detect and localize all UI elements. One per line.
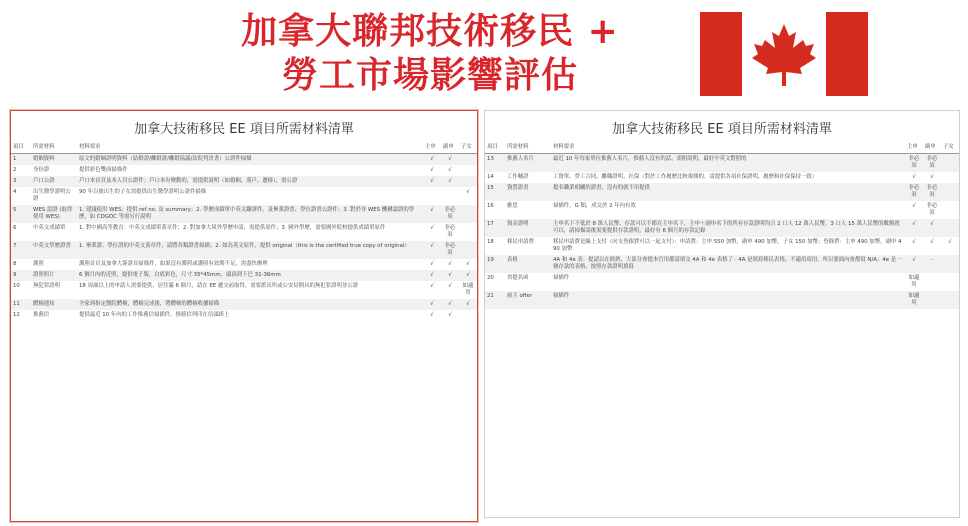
table-row	[11, 259, 477, 270]
main-applicant-mark: √	[905, 219, 923, 237]
table-row	[11, 310, 477, 321]
main-applicant-mark: √	[423, 176, 441, 187]
child-mark	[459, 241, 477, 259]
table-row	[485, 255, 959, 273]
material-requirement: 18 周歲以上的申請人需要提供，居住滿 6 個月，請在 EE 遞交前取得，需要派出所或公安局開具的無犯罪證明並公證	[79, 283, 359, 289]
col-header-main: 主申	[423, 142, 441, 154]
child-mark	[459, 205, 477, 223]
main-applicant-mark: 如適用	[905, 291, 923, 309]
material-requirement: 掃描件，G 類，成交於 2 年內有效	[553, 203, 636, 209]
spouse-mark: √	[923, 219, 941, 237]
spouse-mark: √	[448, 167, 452, 173]
child-mark: √	[459, 299, 477, 310]
material-requirement: 提供最近 10 年內的工作推薦信掃描件，推薦信列印在信頭紙上	[79, 312, 230, 318]
material-name: 體檢通知	[31, 299, 77, 310]
material-name: WES 認證 (取得使用 WES)	[31, 205, 77, 223]
child-mark	[459, 223, 477, 241]
row-number: 4	[13, 189, 17, 195]
material-requirement: 6 個月內的近照，提供電子版，白底彩色，尺寸 35*45mm，頭頂到下巴 31-36mm	[77, 270, 423, 281]
row-number: 1	[11, 154, 31, 166]
child-mark	[941, 291, 959, 309]
main-applicant-mark: √	[430, 261, 434, 267]
table-row	[11, 281, 477, 299]
material-name: 雇主 offer	[505, 291, 551, 309]
main-applicant-mark: √	[905, 255, 923, 273]
col-header-name: 所需材料	[31, 142, 77, 154]
row-number: 8	[13, 261, 17, 267]
child-mark	[941, 273, 959, 291]
spouse-mark: -	[923, 255, 941, 273]
main-applicant-mark: √	[430, 167, 434, 173]
material-name: 移民申請費	[507, 239, 534, 245]
spouse-mark: 非必須	[444, 225, 456, 238]
main-applicant-mark: √	[912, 174, 916, 180]
materials-table-left	[11, 142, 477, 321]
child-mark	[459, 310, 477, 321]
table-row	[485, 291, 959, 309]
row-number: 12	[13, 312, 20, 318]
spouse-mark: √	[448, 261, 452, 267]
child-mark	[941, 201, 959, 219]
table-row	[11, 154, 477, 166]
material-requirement: 護照首頁及加拿大簽證頁掃描件，如果沒有護照或護照有效期不足，需盡快辦理	[79, 261, 268, 267]
child-mark	[941, 219, 959, 237]
spouse-mark: √	[441, 270, 459, 281]
table-row	[11, 205, 477, 223]
spouse-mark: √	[441, 299, 459, 310]
material-requirement: 原文的婚姻證明資料（結婚證/離婚證/離婚協議/法院判決書）公證件掃描	[77, 154, 423, 166]
row-number: 14	[487, 174, 494, 180]
material-name: 推薦人名片	[505, 154, 551, 173]
material-name: 婚姻資料	[31, 154, 77, 166]
table-row	[11, 187, 477, 205]
material-requirement: 1. 畢業證、學位證的中英文蓋章件，請將各類證書掃描；2. 如為英文原件，提供 original（this is the certified true copy of original）	[77, 241, 423, 259]
main-applicant-mark: √	[912, 203, 916, 209]
material-requirement: 提名職業相關的證書，沒有的就不用提供	[551, 183, 905, 201]
row-number: 15	[485, 183, 505, 201]
row-number: 21	[485, 291, 505, 309]
row-number: 2	[13, 167, 17, 173]
child-mark: √	[466, 261, 470, 267]
spouse-mark: 非必須	[923, 154, 941, 173]
main-applicant-mark: √	[912, 239, 916, 245]
spouse-mark: 非必須	[926, 203, 938, 216]
panel-title: 加拿大技術移民 EE 項目所需材料清單	[134, 122, 354, 137]
material-requirement: 提供彩色雙面掃描件	[79, 167, 128, 173]
material-requirement: 掃描件	[553, 275, 570, 281]
page-title	[150, 10, 710, 98]
spouse-mark: √	[441, 154, 459, 166]
row-number: 11	[11, 299, 31, 310]
row-number: 19	[485, 255, 505, 273]
main-applicant-mark: √	[423, 270, 441, 281]
main-applicant-mark: √	[423, 154, 441, 166]
material-requirement: 全家到指定醫院體檢，體檢完成後，將體檢的體檢收據掃描	[77, 299, 423, 310]
material-requirement: 90 年以後出生的子女需提供出生醫學證明公證件掃描	[79, 189, 207, 195]
main-applicant-mark	[423, 187, 441, 205]
spouse-mark: √	[441, 176, 459, 187]
material-requirement: 1. 對中國高等教育：中英文成績單蓋章件；2. 對加拿大境外學歷申請，需提供原件；3. 國外學歷，需要國外院校提供成績單原件	[79, 225, 386, 231]
material-requirement: 工資單、勞工合同、離職證明、社保（對於工作履歷比較複雜的，請提供各項社保證明，履歷和社保保持一致）	[553, 174, 818, 180]
material-name: 資金證明	[505, 219, 551, 237]
material-name: 證照照片	[31, 270, 77, 281]
child-mark	[941, 172, 959, 183]
main-applicant-mark: √	[430, 312, 434, 318]
canada-flag-icon	[700, 12, 868, 96]
col-header-req: 材料要求	[551, 142, 905, 154]
table-row	[11, 270, 477, 281]
material-name: 身份證	[33, 167, 50, 173]
child-mark	[941, 255, 959, 273]
main-applicant-mark: √	[430, 225, 434, 231]
material-name: 中英文學歷證書	[31, 241, 77, 259]
material-name: 出生醫學證明公證	[33, 189, 71, 202]
row-number: 6	[13, 225, 17, 231]
table-row	[485, 237, 959, 255]
spouse-mark	[441, 187, 459, 205]
spouse-mark: 非必須	[441, 205, 459, 223]
table-row	[11, 223, 477, 241]
child-mark	[459, 165, 477, 176]
table-row	[485, 154, 959, 173]
spouse-mark: √	[930, 174, 934, 180]
materials-panel-left	[10, 110, 478, 522]
main-applicant-mark: 非必須	[905, 154, 923, 173]
col-header-spouse: 副申	[441, 142, 459, 154]
spouse-mark: √	[930, 239, 934, 245]
child-mark	[459, 154, 477, 166]
material-name: 無犯罪證明	[33, 283, 60, 289]
col-header-main: 主申	[905, 142, 923, 154]
material-name: 戶口公證	[31, 176, 77, 187]
row-number: 5	[11, 205, 31, 223]
table-row	[11, 176, 477, 187]
row-number: 17	[485, 219, 505, 237]
material-requirement: 移民申請費是線上支付（向支登銀費可以一起支付）：申請費：主申 550 加幣，副申 490 加幣，子女 150 加幣；登錄費：主申 490 加幣，副申 490 加幣	[553, 239, 902, 252]
material-requirement: 最近 10 年每家單位推薦人名片，推薦人沒有的話，需附說明，最好中英文對照的	[551, 154, 905, 173]
col-header-no: 項目	[11, 142, 31, 154]
material-requirement: 主申名下不低於 8 萬人民幣，存款可以不都在主申名下，主申＋副申名下的所有存款證明均合 2 口人 12 萬人民幣，3 口人 15 萬人民幣的數額就可以，請掃描請後需要提供存款證明，最好有 6 個月的存款記錄	[551, 219, 905, 237]
material-name: 推薦信	[33, 312, 50, 318]
child-mark: √	[459, 270, 477, 281]
table-row	[11, 299, 477, 310]
material-name: 雅思	[507, 203, 518, 209]
spouse-mark: 非必須	[441, 241, 459, 259]
col-header-name: 所需材料	[505, 142, 551, 154]
col-header-child: 子女	[941, 142, 959, 154]
material-name: 表格	[505, 255, 551, 273]
row-number: 7	[11, 241, 31, 259]
material-requirement: 1. 建議使用 WES；提供 ref no. 及 summary；2. 學歷成績單中英文翻譯件，及畢業證書、學位證書公證件；3. 對於非 WES 機構認證的學歷，如 CDGDC 等需另行說明	[77, 205, 423, 223]
material-name: 中英文成績單	[33, 225, 66, 231]
table-row	[11, 165, 477, 176]
material-name: 省提名函	[507, 275, 529, 281]
spouse-mark: √	[448, 283, 452, 289]
table-row	[485, 273, 959, 291]
table-row	[485, 172, 959, 183]
child-mark: 如適用	[462, 283, 474, 296]
main-applicant-mark: √	[423, 241, 441, 259]
row-number: 20	[487, 275, 494, 281]
page-title-line-2: 勞工市場影響評估	[281, 55, 578, 96]
material-name: 工作輔證	[507, 174, 529, 180]
main-applicant-mark: 如適用	[908, 275, 920, 288]
child-mark: √	[948, 239, 952, 245]
row-number: 10	[13, 283, 20, 289]
materials-panel-right	[484, 110, 960, 518]
main-applicant-mark: √	[423, 299, 441, 310]
materials-table-right	[485, 142, 959, 309]
row-number: 9	[11, 270, 31, 281]
page-title-line-1: 加拿大聯邦技術移民 +	[241, 11, 619, 52]
child-mark	[941, 154, 959, 173]
material-requirement: 4A 和 4e 表：提請以在經熟，大部分會提本官用都請填交 4A 和 4e 表格了：4A 是填寫移民表格，不適用項用，所以要面內會都寫 N/A；4e 是一個存款的表格，按照存款證明填寫	[551, 255, 905, 273]
spouse-mark: 非必須	[923, 183, 941, 201]
col-header-child: 子女	[459, 142, 477, 154]
row-number: 16	[487, 203, 494, 209]
spouse-mark: √	[448, 312, 452, 318]
row-number: 13	[485, 154, 505, 173]
table-row	[485, 201, 959, 219]
material-requirement: 戶口本首頁及本人頁公證件；戶口本有變動的，需提供說明（如婚姻、落戶、遷移），需公證	[77, 176, 423, 187]
table-row	[485, 183, 959, 201]
table-row	[485, 219, 959, 237]
col-header-req: 材料要求	[77, 142, 423, 154]
child-mark	[941, 183, 959, 201]
spouse-mark	[923, 273, 941, 291]
material-requirement: 掃描件	[551, 291, 905, 309]
main-applicant-mark: √	[423, 205, 441, 223]
child-mark: √	[466, 189, 470, 195]
row-number: 3	[11, 176, 31, 187]
spouse-mark	[923, 291, 941, 309]
main-applicant-mark: 非必須	[905, 183, 923, 201]
material-name: 護照	[33, 261, 44, 267]
panel-title: 加拿大技術移民 EE 項目所需材料清單	[612, 122, 832, 137]
child-mark	[459, 176, 477, 187]
table-row	[11, 241, 477, 259]
col-header-no: 項目	[485, 142, 505, 154]
col-header-spouse: 副申	[923, 142, 941, 154]
main-applicant-mark: √	[430, 283, 434, 289]
material-name: 資質證書	[505, 183, 551, 201]
row-number: 18	[487, 239, 494, 245]
